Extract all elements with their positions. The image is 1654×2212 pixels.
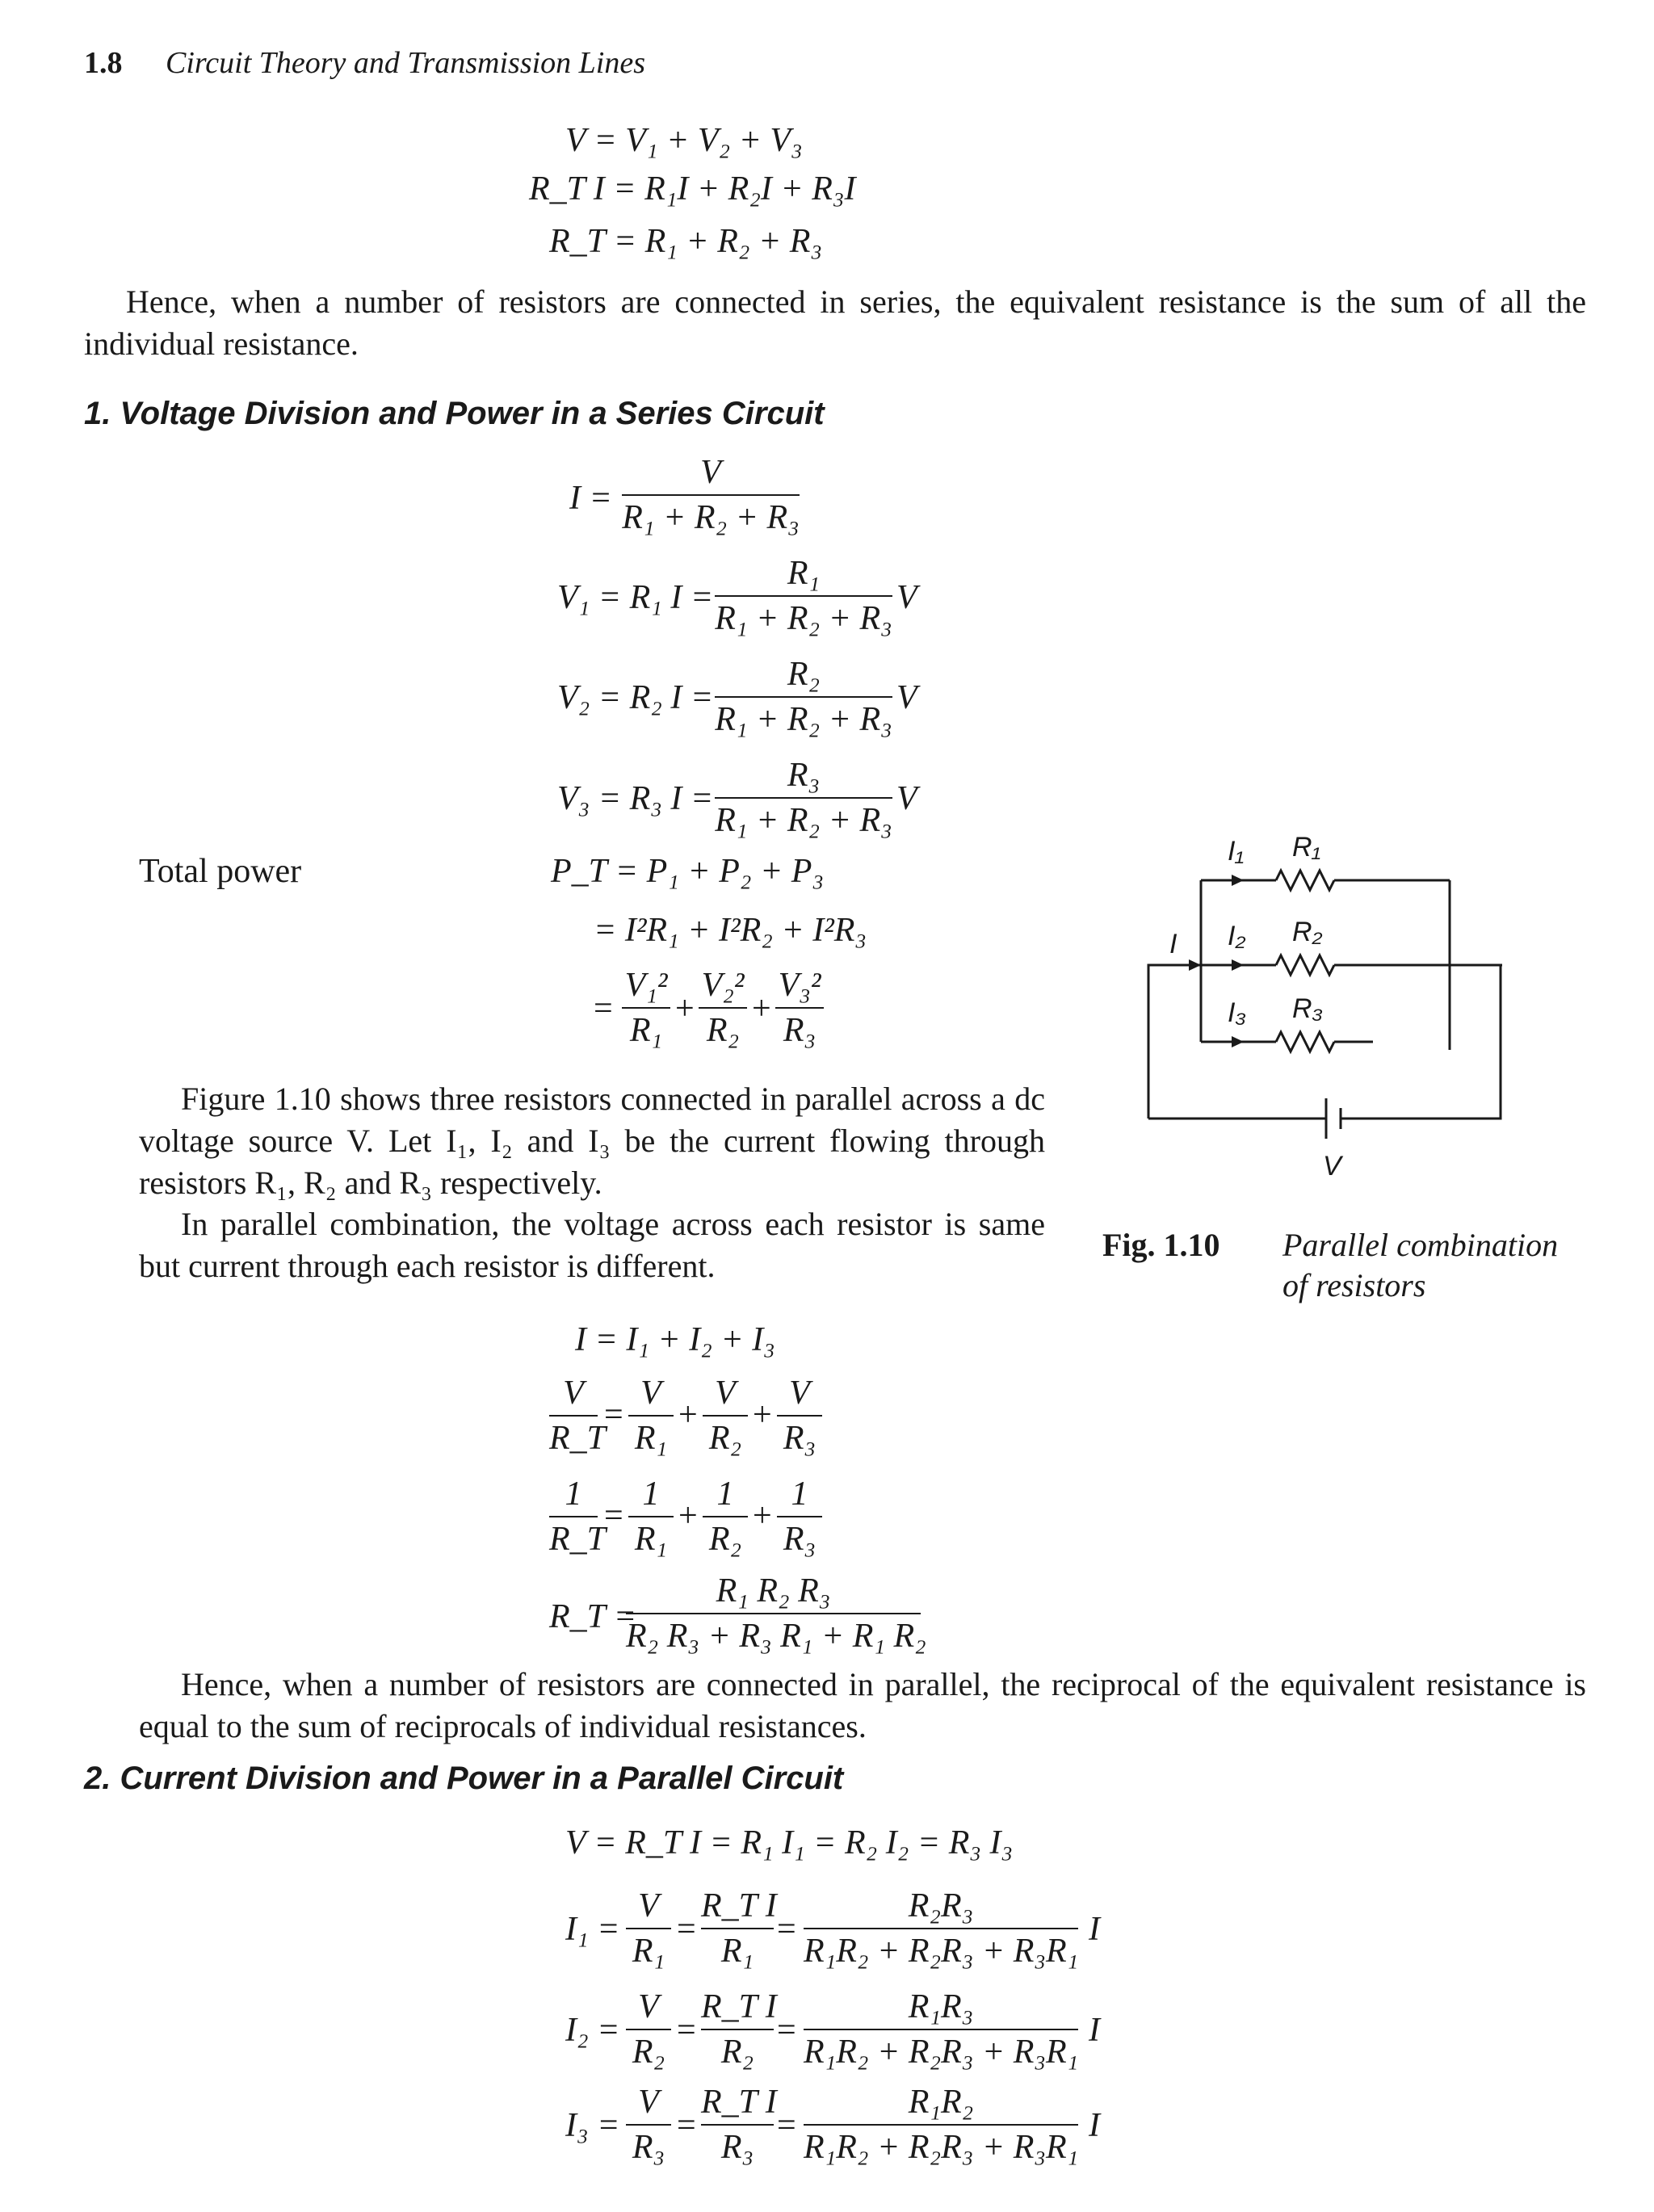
- fraction-bar: [628, 1516, 674, 1517]
- v2-fraction: [715, 654, 892, 740]
- fraction-bar: [549, 1415, 598, 1417]
- fraction-bar: [701, 2029, 774, 2030]
- fraction-denominator: R₁ + R₂ + R₃: [622, 499, 800, 536]
- fraction-numerator: V: [700, 454, 721, 491]
- fraction-numerator: 1: [642, 1475, 660, 1513]
- fraction-denominator: R₁: [632, 1933, 665, 1970]
- resistor-r1: [1276, 871, 1334, 890]
- equals-sign: =: [777, 1911, 796, 1948]
- fraction-numerator: V: [638, 1988, 659, 2025]
- equals-sign: =: [677, 1911, 696, 1948]
- current-arrow-i3: [1232, 1036, 1244, 1047]
- fraction-bar: [701, 1928, 774, 1929]
- fraction-numerator: R_T I: [701, 1988, 777, 2025]
- fraction-denominator: R₁: [720, 1933, 754, 1970]
- i2-fraction-1: [626, 1987, 671, 2072]
- power-term-2: [699, 965, 747, 1051]
- fraction-bar: [715, 595, 892, 597]
- fraction-numerator: R₁ R₂ R₃: [716, 1572, 831, 1610]
- fraction-bar: [804, 1928, 1078, 1929]
- v3-lhs: V₃ = R₃ I =: [557, 780, 714, 817]
- parallel-eq-1: I = I₁ + I₂ + I₃: [575, 1321, 775, 1358]
- fraction-numerator: 1: [791, 1475, 808, 1513]
- current-arrow-i: [1189, 959, 1201, 971]
- fraction-numerator: R_T I: [701, 2084, 777, 2121]
- label-i: I: [1169, 929, 1178, 959]
- fraction-numerator: V₂²: [701, 967, 745, 1004]
- parallel-voltage-paragraph: In parallel combination, the voltage across each resistor is same but current through each resistor is different.: [139, 1206, 1045, 1284]
- fraction-denominator: R₁R₂ + R₂R₃ + R₃R₁: [804, 2034, 1079, 2071]
- fraction-numerator: R₂R₃: [908, 1887, 974, 1924]
- fraction-numerator: V: [715, 1375, 736, 1412]
- page-number: 1.8: [84, 46, 123, 80]
- series-eq-2: R_T I = R₁I + R₂I + R₃I: [529, 170, 856, 208]
- fraction-denominator: R₂: [706, 1012, 740, 1049]
- i1-lhs: I₁ =: [565, 1911, 620, 1948]
- fraction-denominator: R₃: [632, 2129, 665, 2166]
- fraction-bar: [715, 696, 892, 698]
- equals-sign: =: [604, 1396, 623, 1433]
- fraction-denominator: R₃: [783, 1420, 817, 1457]
- fraction-denominator: R₁R₂ + R₂R₃ + R₃R₁: [804, 1933, 1079, 1970]
- current-fraction: [622, 452, 800, 538]
- resistor-r2: [1276, 955, 1334, 975]
- v1-fraction: [715, 553, 892, 639]
- i2-fraction-3: [804, 1987, 1078, 2072]
- fraction-numerator: V: [789, 1375, 810, 1412]
- parallel-eq-2-term-2: [703, 1373, 748, 1459]
- parallel-resistor-figure: [1115, 816, 1502, 1187]
- fraction-numerator: V: [640, 1375, 661, 1412]
- equals-sign: =: [677, 2012, 696, 2049]
- series-eq-1: V = V₁ + V₂ + V₃: [565, 122, 803, 159]
- fraction-numerator: R₂: [787, 656, 821, 693]
- power-line-1: P_T = P₁ + P₂ + P₃: [551, 853, 825, 890]
- current-lhs: I =: [569, 480, 612, 517]
- power-line-3-equals: =: [594, 990, 613, 1027]
- v3-fraction: [715, 755, 892, 841]
- fraction-bar: [804, 2029, 1078, 2030]
- plus-sign: +: [752, 990, 771, 1027]
- label-r3: R₃: [1292, 993, 1324, 1024]
- fraction-denominator: R₁: [634, 1420, 668, 1457]
- fraction-denominator: R₁R₂ + R₂R₃ + R₃R₁: [804, 2129, 1079, 2166]
- fraction-bar: [804, 2124, 1078, 2126]
- fraction-denominator: R₃: [783, 1012, 817, 1049]
- plus-sign: +: [678, 1497, 698, 1534]
- fraction-denominator: R₂: [632, 2034, 665, 2071]
- fraction-bar: [622, 494, 800, 496]
- fraction-bar: [775, 1007, 824, 1009]
- equals-sign: =: [777, 2012, 796, 2049]
- fraction-denominator: R₁: [629, 1012, 663, 1049]
- i2-fraction-2: [701, 1987, 777, 2072]
- i1-fraction-2: [701, 1886, 777, 1971]
- left-outer-wire: [1148, 965, 1201, 1119]
- parallel-eq-3-term-2: [703, 1474, 748, 1559]
- parallel-eq-3-term-3: [777, 1474, 822, 1559]
- fraction-bar: [626, 2124, 671, 2126]
- i3-fraction-1: [626, 2082, 671, 2168]
- fraction-bar: [699, 1007, 747, 1009]
- figure-caption-number: Fig. 1.10: [1102, 1227, 1220, 1263]
- parallel-eq-4-fraction: [626, 1571, 926, 1656]
- plus-sign: +: [753, 1497, 772, 1534]
- fraction-numerator: V: [638, 2084, 659, 2121]
- equals-sign: =: [677, 2107, 696, 2144]
- parallel-conclusion-paragraph: Hence, when a number of resistors are connected in parallel, the reciprocal of the equivalent resistance is equal to the sum of reciprocals of individual resistances.: [139, 1666, 1586, 1744]
- i2-lhs: I₂ =: [565, 2012, 620, 2049]
- running-title: Circuit Theory and Transmission Lines: [166, 46, 646, 80]
- fraction-bar: [777, 1415, 822, 1417]
- fraction-denominator: R₂ R₃ + R₃ R₁ + R₁ R₂: [626, 1618, 926, 1655]
- series-eq-3: R_T = R₁ + R₂ + R₃: [549, 223, 823, 260]
- fraction-denominator: R₂: [708, 1420, 742, 1457]
- parallel-eq-4-lhs: R_T =: [549, 1598, 637, 1635]
- figure-caption-line-1: Parallel combination: [1282, 1227, 1559, 1263]
- v3-tail: V: [896, 780, 917, 817]
- fraction-denominator: R₁: [634, 1521, 668, 1558]
- v1-lhs: V₁ = R₁ I =: [557, 579, 714, 616]
- parallel-eq-2-lhs: [549, 1373, 607, 1459]
- current-arrow-i2: [1232, 959, 1244, 971]
- current-division-eq-1: V = R_T I = R₁ I₁ = R₂ I₂ = R₃ I₃: [565, 1824, 1014, 1862]
- current-arrow-i1: [1232, 875, 1244, 886]
- fraction-bar: [622, 1007, 670, 1009]
- fraction-numerator: V: [638, 1887, 659, 1924]
- fraction-denominator: R₂: [720, 2034, 754, 2071]
- fraction-bar: [626, 1613, 921, 1614]
- label-i1: I₁: [1228, 836, 1245, 867]
- series-conclusion-paragraph: Hence, when a number of resistors are connected in series, the equivalent resistance is the sum of all the individual resistance.: [84, 283, 1586, 362]
- fraction-bar: [715, 797, 892, 799]
- fraction-denominator: R₁ + R₂ + R₃: [715, 701, 892, 738]
- i3-tail: I: [1089, 2107, 1100, 2144]
- fraction-denominator: R₂: [708, 1521, 742, 1558]
- plus-sign: +: [678, 1396, 698, 1433]
- plus-sign: +: [675, 990, 695, 1027]
- equals-sign: =: [777, 2107, 796, 2144]
- section-heading-current-division: 2. Current Division and Power in a Parallel Circuit: [84, 1761, 844, 1796]
- total-power-label: Total power: [139, 853, 302, 890]
- parallel-eq-3-term-1: [628, 1474, 674, 1559]
- fraction-denominator: R_T: [549, 1420, 607, 1457]
- fraction-numerator: 1: [565, 1475, 582, 1513]
- power-term-3: [775, 965, 824, 1051]
- i1-fraction-3: [804, 1886, 1078, 1971]
- i1-fraction-1: [626, 1886, 671, 1971]
- i3-lhs: I₃ =: [565, 2107, 620, 2144]
- section-heading-voltage-division: 1. Voltage Division and Power in a Series Circuit: [84, 396, 825, 431]
- power-line-2: = I²R₁ + I²R₂ + I²R₃: [594, 912, 867, 949]
- parallel-eq-3-lhs: [549, 1474, 607, 1559]
- i2-tail: I: [1089, 2012, 1100, 2049]
- fraction-bar: [626, 1928, 671, 1929]
- fraction-numerator: R₃: [787, 757, 821, 794]
- fraction-denominator: R₁ + R₂ + R₃: [715, 600, 892, 637]
- v1-tail: V: [896, 579, 917, 616]
- fraction-bar: [626, 2029, 671, 2030]
- label-v: V: [1323, 1151, 1341, 1182]
- parallel-eq-2-term-1: [628, 1373, 674, 1459]
- fraction-numerator: R₁R₃: [908, 1988, 974, 2025]
- fraction-bar: [703, 1516, 748, 1517]
- i1-tail: I: [1089, 1911, 1100, 1948]
- fraction-numerator: V₃²: [778, 967, 821, 1004]
- plus-sign: +: [753, 1396, 772, 1433]
- fraction-bar: [549, 1516, 598, 1517]
- parallel-eq-2-term-3: [777, 1373, 822, 1459]
- parallel-intro-paragraph: Figure 1.10 shows three resistors connected in parallel across a dc voltage source V. Let I₁, I₂ and I₃ be the current flowing through resistors R₁, R₂ and R₃ respectively.: [139, 1081, 1045, 1201]
- resistor-r3: [1276, 1032, 1334, 1051]
- fraction-bar: [703, 1415, 748, 1417]
- fraction-numerator: R_T I: [701, 1887, 777, 1924]
- fraction-bar: [701, 2124, 774, 2126]
- fraction-bar: [777, 1516, 822, 1517]
- v2-lhs: V₂ = R₂ I =: [557, 679, 714, 716]
- label-i2: I₂: [1228, 921, 1246, 951]
- i3-fraction-2: [701, 2082, 777, 2168]
- fraction-numerator: R₁R₂: [908, 2084, 974, 2121]
- fraction-denominator: R₃: [720, 2129, 754, 2166]
- fraction-denominator: R₃: [783, 1521, 817, 1558]
- fraction-denominator: R_T: [549, 1521, 607, 1558]
- fraction-numerator: 1: [716, 1475, 734, 1513]
- equals-sign: =: [604, 1497, 623, 1534]
- fraction-numerator: R₁: [787, 555, 821, 592]
- label-i3: I₃: [1228, 997, 1246, 1028]
- figure-caption-line-2: of resistors: [1282, 1267, 1426, 1303]
- fraction-numerator: V₁²: [624, 967, 668, 1004]
- fraction-numerator: V: [563, 1375, 584, 1412]
- power-term-1: [622, 965, 670, 1051]
- i3-fraction-3: [804, 2082, 1078, 2168]
- label-r1: R₁: [1292, 832, 1321, 863]
- fraction-bar: [628, 1415, 674, 1417]
- v2-tail: V: [896, 679, 917, 716]
- label-r2: R₂: [1292, 917, 1323, 947]
- fraction-denominator: R₁ + R₂ + R₃: [715, 802, 892, 839]
